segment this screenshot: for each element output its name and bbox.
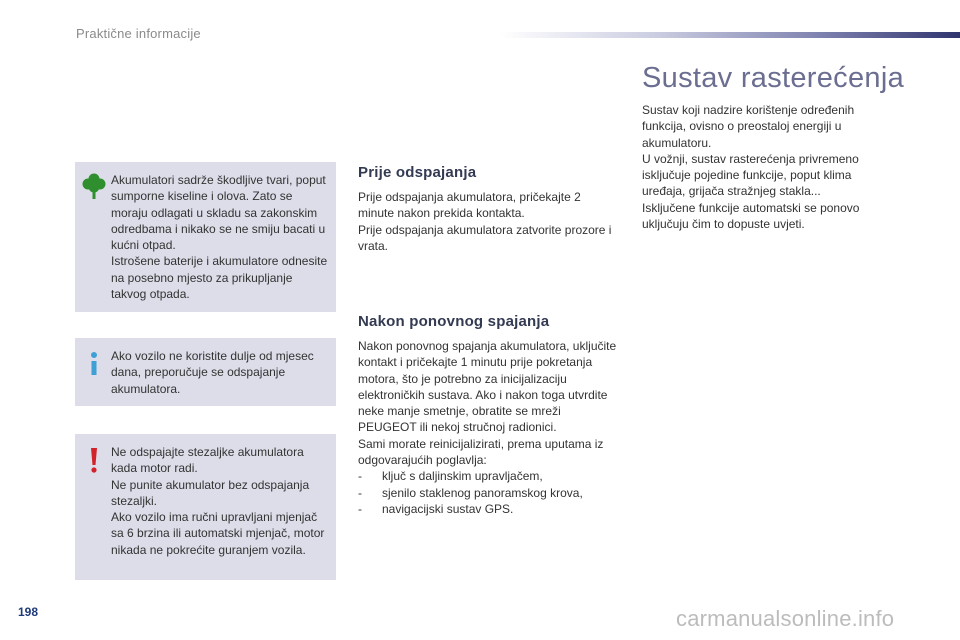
tree-icon xyxy=(81,172,107,198)
environment-note xyxy=(75,162,336,312)
after-reconnect-section xyxy=(358,313,620,517)
warning-note xyxy=(75,434,336,580)
list-item: - ključ s daljinskim upravljačem, xyxy=(358,469,543,484)
note-line: Istrošene baterije i akumulatore odnesite na posebno mjesto za prikupljanje takvog otpada. xyxy=(111,254,328,302)
section-title: Praktične informacije xyxy=(76,26,201,41)
note-line: Ne punite akumulator bez odspajanja stezaljki. xyxy=(111,477,310,508)
note-line: Ako vozilo ne koristite dulje od mjesec dana, preporučuje se odspajanje akumulatora. xyxy=(111,349,314,396)
section-heading: Nakon ponovnog spajanja xyxy=(358,313,550,330)
note-line: Ako vozilo ima ručni upravljani mjenjač sa 6 brzina ili automatski mjenjač, motor nikada ne pokrećite guranjem vozila. xyxy=(111,510,325,557)
warning-icon xyxy=(81,444,107,470)
paragraph: Prije odspajanja akumulatora, pričekajte 2 minute nakon prekida kontakta. xyxy=(358,190,581,221)
paragraph: Isključene funkcije automatski se ponovo uključuju čim to dopuste uvjeti. xyxy=(642,200,860,232)
header-gradient-bar xyxy=(500,32,960,38)
reinit-list xyxy=(358,468,620,517)
before-disconnect-section xyxy=(358,164,620,254)
paragraph: Sami morate reinicijalizirati, prema uputama iz odgovarajućih poglavlja: xyxy=(358,436,604,468)
unloading-section xyxy=(642,102,882,232)
page-number: 198 xyxy=(18,605,39,619)
watermark: carmanualsonline.info xyxy=(676,606,895,631)
note-line: Ne odspajajte stezaljke akumulatora kada motor radi. xyxy=(111,445,304,476)
page-title: Sustav rasterećenja xyxy=(642,62,904,94)
paragraph: Prije odspajanja akumulatora zatvorite prozore i vrata. xyxy=(358,222,612,253)
section-heading: Prije odspajanja xyxy=(358,164,477,181)
paragraph: Nakon ponovnog spajanja akumulatora, uključite kontakt i pričekajte 1 minutu prije pokretanja motora, što je potrebno za inicijalizaciju elektroničkih sustava. Ako i nakon toga utvrdite neke manje smetnje, obratite se mreži PEUGEOT ili nekoj stručnoj radionici. xyxy=(358,339,617,435)
list-item: - navigacijski sustav GPS. xyxy=(358,501,514,516)
list-item: - sjenilo staklenog panoramskog krova, xyxy=(358,485,583,500)
note-line: Akumulatori sadrže škodljive tvari, poput sumporne kiseline i olova. Zato se moraju odlagati u skladu sa zakonskim odredbama i nikako se ne smiju bacati u kućni otpad. xyxy=(111,173,326,253)
info-icon xyxy=(81,348,107,374)
paragraph: Sustav koji nadzire korištenje određenih funkcija, ovisno o preostaloj energiji u akumulatoru. xyxy=(642,103,855,150)
paragraph: U vožnji, sustav rasterećenja privremeno isključuje pojedine funkcije, poput klima uređaja, grijača stražnjeg stakla... xyxy=(642,151,859,199)
info-note xyxy=(75,338,336,406)
